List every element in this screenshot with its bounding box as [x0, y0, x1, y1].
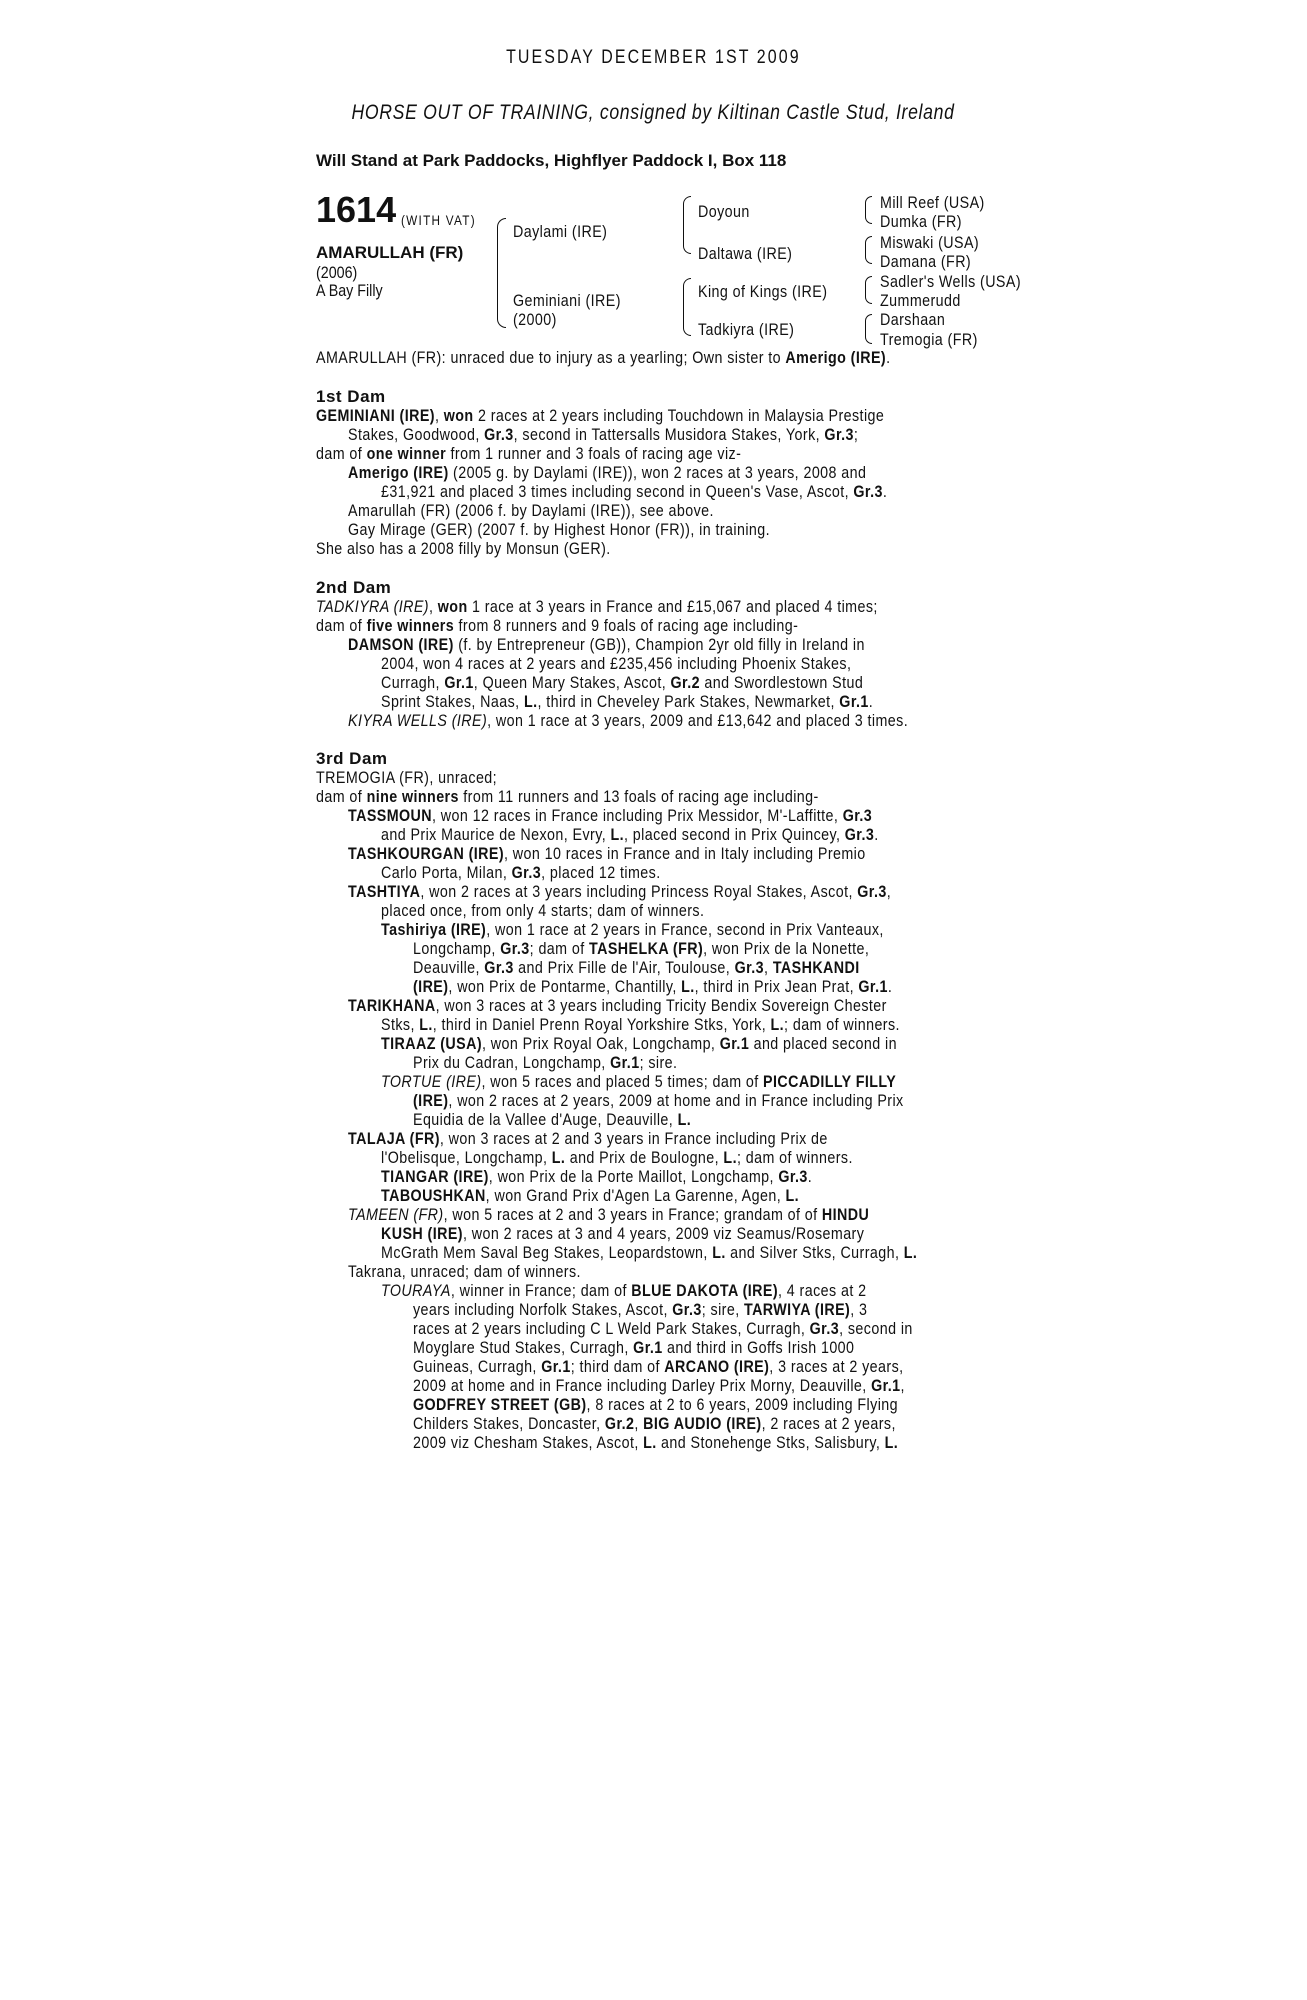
third-dam-line: TIRAAZ (USA), won Prix Royal Oak, Longchamp, Gr.1 and placed second in [381, 1034, 897, 1053]
pedigree-brace-gs1 [865, 196, 872, 224]
third-dam-line: Equidia de la Vallee d'Auge, Deauville, L. [413, 1110, 692, 1129]
third-dam-line: KUSH (IRE), won 2 races at 3 and 4 years, 2009 viz Seamus/Rosemary [381, 1224, 865, 1243]
first-dam-line: Amarullah (FR) (2006 f. by Daylami (IRE)), see above. [348, 501, 714, 520]
third-dam-line: TIANGAR (IRE), won Prix de la Porte Maillot, Longchamp, Gr.3. [381, 1167, 813, 1186]
third-dam-line: TARIKHANA, won 3 races at 3 years including Tricity Bendix Sovereign Chester [348, 996, 887, 1015]
pedigree-gs3: King of Kings (IRE) [698, 282, 828, 301]
pedigree-ggs5: Sadler's Wells (USA) [880, 272, 1022, 291]
first-dam-heading: 1st Dam [316, 387, 386, 406]
first-dam-section [316, 387, 1000, 558]
first-dam-line: £31,921 and placed 3 times including second in Queen's Vase, Ascot, Gr.3. [381, 482, 888, 501]
third-dam-section [316, 749, 1000, 1452]
third-dam-line: Tashiriya (IRE), won 1 race at 2 years in France, second in Prix Vanteaux, [381, 920, 884, 939]
sale-date: TUESDAY DECEMBER 1ST 2009 [506, 47, 801, 68]
pedigree-brace-main [497, 218, 506, 328]
third-dam-line: Prix du Cadran, Longchamp, Gr.1; sire. [413, 1053, 678, 1072]
first-dam-line: Stakes, Goodwood, Gr.3, second in Tattersalls Musidora Stakes, York, Gr.3; [348, 425, 859, 444]
third-dam-line: GODFREY STREET (GB), 8 races at 2 to 6 years, 2009 including Flying [413, 1395, 899, 1414]
pedigree-brace-sire [683, 196, 691, 254]
second-dam-line: KIYRA WELLS (IRE), won 1 race at 3 years, 2009 and £13,642 and placed 3 times. [348, 711, 909, 730]
third-dam-line: Guineas, Curragh, Gr.1; third dam of ARCANO (IRE), 3 races at 2 years, [413, 1357, 904, 1376]
third-dam-line: (IRE), won Prix de Pontarme, Chantilly, L., third in Prix Jean Prat, Gr.1. [413, 977, 893, 996]
third-dam-line: years including Norfolk Stakes, Ascot, Gr.3; sire, TARWIYA (IRE), 3 [413, 1300, 868, 1319]
pedigree-gs2: Daltawa (IRE) [698, 244, 793, 263]
horse-year: (2006) [316, 263, 358, 282]
first-dam-line: GEMINIANI (IRE), won 2 races at 2 years including Touchdown in Malaysia Prestige [316, 406, 885, 425]
stand-location: Will Stand at Park Paddocks, Highflyer Paddock I, Box 118 [316, 151, 787, 170]
pedigree-brace-gs4 [865, 314, 872, 344]
third-dam-line: Childers Stakes, Doncaster, Gr.2, BIG AUDIO (IRE), 2 races at 2 years, [413, 1414, 896, 1433]
consignment-subtitle: HORSE OUT OF TRAINING, consigned by Kiltinan Castle Stud, Ireland [351, 101, 956, 124]
third-dam-line: races at 2 years including C L Weld Park Stakes, Curragh, Gr.3, second in [413, 1319, 913, 1338]
third-dam-heading: 3rd Dam [316, 749, 388, 768]
pedigree-brace-gs3 [865, 276, 872, 304]
pedigree-dam-year: (2000) [513, 310, 557, 329]
pedigree-ggs1: Mill Reef (USA) [880, 193, 985, 212]
third-dam-line: TASHTIYA, won 2 races at 3 years including Princess Royal Stakes, Ascot, Gr.3, [348, 882, 892, 901]
horse-summary: AMARULLAH (FR): unraced due to injury as a yearling; Own sister to Amerigo (IRE). [316, 348, 891, 367]
third-dam-line: TASSMOUN, won 12 races in France including Prix Messidor, M'-Laffitte, Gr.3 [348, 806, 873, 825]
third-dam-line: (IRE), won 2 races at 2 years, 2009 at home and in France including Prix [413, 1091, 904, 1110]
third-dam-line: Moyglare Stud Stakes, Curragh, Gr.1 and third in Goffs Irish 1000 [413, 1338, 855, 1357]
pedigree-ggs6: Zummerudd [880, 291, 961, 310]
pedigree-gs4: Tadkiyra (IRE) [698, 320, 795, 339]
third-dam-line: Takrana, unraced; dam of winners. [348, 1262, 581, 1281]
third-dam-line: TREMOGIA (FR), unraced; [316, 768, 498, 787]
second-dam-section [316, 578, 1000, 730]
horse-name: AMARULLAH (FR) [316, 243, 464, 262]
first-dam-line: She also has a 2008 filly by Monsun (GER). [316, 539, 611, 558]
second-dam-heading: 2nd Dam [316, 578, 392, 597]
first-dam-line: dam of one winner from 1 runner and 3 foals of racing age viz- [316, 444, 742, 463]
third-dam-line: TORTUE (IRE), won 5 races and placed 5 times; dam of PICCADILLY FILLY [381, 1072, 897, 1091]
third-dam-line: Carlo Porta, Milan, Gr.3, placed 12 times. [381, 863, 661, 882]
pedigree-ggs3: Miswaki (USA) [880, 233, 980, 252]
first-dam-line: Gay Mirage (GER) (2007 f. by Highest Honor (FR)), in training. [348, 520, 771, 539]
third-dam-line: TOURAYA, winner in France; dam of BLUE DAKOTA (IRE), 4 races at 2 [381, 1281, 867, 1300]
third-dam-line: TASHKOURGAN (IRE), won 10 races in France and in Italy including Premio [348, 844, 866, 863]
second-dam-line: DAMSON (IRE) (f. by Entrepreneur (GB)), Champion 2yr old filly in Ireland in [348, 635, 865, 654]
third-dam-line: Longchamp, Gr.3; dam of TASHELKA (FR), won Prix de la Nonette, [413, 939, 870, 958]
pedigree-ggs7: Darshaan [880, 310, 946, 329]
second-dam-line: Sprint Stakes, Naas, L., third in Cheveley Park Stakes, Newmarket, Gr.1. [381, 692, 874, 711]
vat-note: (WITH VAT) [401, 212, 476, 228]
third-dam-line: 2009 at home and in France including Darley Prix Morny, Deauville, Gr.1, [413, 1376, 905, 1395]
pedigree-ggs2: Dumka (FR) [880, 212, 962, 231]
pedigree-ggs4: Damana (FR) [880, 252, 972, 271]
pedigree-brace-gs2 [865, 236, 872, 264]
pedigree-gs1: Doyoun [698, 202, 750, 221]
first-dam-line: Amerigo (IRE) (2005 g. by Daylami (IRE)), won 2 races at 3 years, 2008 and [348, 463, 867, 482]
pedigree-ggs8: Tremogia (FR) [880, 330, 978, 349]
pedigree-brace-dam [683, 278, 691, 336]
second-dam-line: TADKIYRA (IRE), won 1 race at 3 years in France and £15,067 and placed 4 times; [316, 597, 878, 616]
third-dam-line: TALAJA (FR), won 3 races at 2 and 3 years in France including Prix de [348, 1129, 828, 1148]
third-dam-line: TABOUSHKAN, won Grand Prix d'Agen La Garenne, Agen, L. [381, 1186, 800, 1205]
third-dam-line: 2009 viz Chesham Stakes, Ascot, L. and Stonehenge Stks, Salisbury, L. [413, 1433, 899, 1452]
pedigree-dam: Geminiani (IRE) [513, 291, 621, 310]
third-dam-line: Stks, L., third in Daniel Prenn Royal Yorkshire Stks, York, L.; dam of winners. [381, 1015, 900, 1034]
third-dam-line: Deauville, Gr.3 and Prix Fille de l'Air, Toulouse, Gr.3, TASHKANDI [413, 958, 860, 977]
third-dam-line: placed once, from only 4 starts; dam of winners. [381, 901, 705, 920]
second-dam-line: Curragh, Gr.1, Queen Mary Stakes, Ascot, Gr.2 and Swordlestown Stud [381, 673, 864, 692]
pedigree-sire: Daylami (IRE) [513, 222, 608, 241]
third-dam-line: dam of nine winners from 11 runners and 13 foals of racing age including- [316, 787, 819, 806]
third-dam-line: l'Obelisque, Longchamp, L. and Prix de Boulogne, L.; dam of winners. [381, 1148, 853, 1167]
lot-number: 1614 [316, 189, 397, 230]
third-dam-line: and Prix Maurice de Nexon, Evry, L., placed second in Prix Quincey, Gr.3. [381, 825, 879, 844]
third-dam-line: TAMEEN (FR), won 5 races at 2 and 3 years in France; grandam of of HINDU [348, 1205, 870, 1224]
horse-description: A Bay Filly [316, 281, 383, 300]
third-dam-line: McGrath Mem Saval Beg Stakes, Leopardstown, L. and Silver Stks, Curragh, L. [381, 1243, 918, 1262]
second-dam-line: dam of five winners from 8 runners and 9 foals of racing age including- [316, 616, 799, 635]
second-dam-line: 2004, won 4 races at 2 years and £235,456 including Phoenix Stakes, [381, 654, 852, 673]
